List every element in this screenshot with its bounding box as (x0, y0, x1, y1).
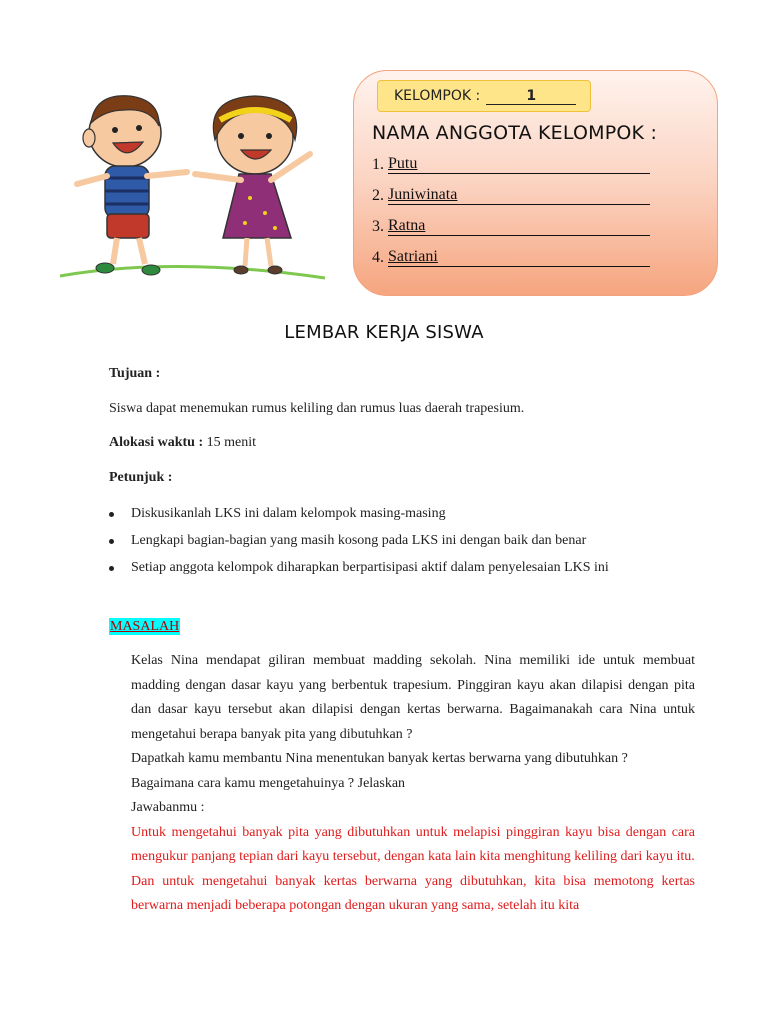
member-name: Putu (388, 155, 418, 172)
list-item: Setiap anggota kelompok diharapkan berpartisipasi aktif dalam penyelesaian LKS ini (109, 559, 709, 586)
page-title: LEMBAR KERJA SISWA (284, 322, 484, 343)
boy-figure (77, 96, 187, 275)
instruction-list (109, 505, 709, 586)
children-holding-hands-illustration (55, 88, 340, 288)
member-number: 2. (372, 187, 384, 204)
member-row-3 (372, 217, 650, 236)
member-number: 4. (372, 249, 384, 266)
masalah-heading: MASALAH (110, 619, 180, 634)
answer-2: Dan untuk mengetahui banyak kertas berwarna yang dibutuhkan, kita bisa memotong kertas berwarna menjadi beberapa potongan dengan ukuran yang sama, setelah itu kita (131, 873, 695, 913)
member-number: 1. (372, 156, 384, 173)
member-row-2 (372, 186, 650, 205)
alokasi-row (109, 435, 256, 451)
answer-label: Jawabanmu : (131, 800, 205, 815)
member-number: 3. (372, 218, 384, 235)
kelompok-label: KELOMPOK : (394, 88, 481, 104)
members-title: NAMA ANGGOTA KELOMPOK : (372, 122, 658, 144)
problem-paragraph: Kelas Nina mendapat giliran membuat madding sekolah. Nina memiliki ide untuk membuat madding dengan dasar kayu yang berbentuk trapesium. Pinggiran kayu akan dilapisi dengan pita dan dasar kayu tersebut akan dilapisi dengan kertas berwarna. Bagaimanakah cara Nina untuk mengetahui berapa banyak pita yang dibutuhkan ? (131, 653, 695, 742)
member-name: Juniwinata (388, 186, 458, 203)
member-name: Satriani (388, 248, 438, 265)
alokasi-value: 15 menit (206, 435, 257, 450)
alokasi-label: Alokasi waktu : (109, 435, 204, 450)
list-item: Lengkapi bagian-bagian yang masih kosong pada LKS ini dengan baik dan benar (109, 532, 709, 559)
girl-figure (195, 96, 310, 274)
kelompok-number: 1 (486, 88, 576, 105)
tujuan-text: Siswa dapat menemukan rumus keliling dan rumus luas daerah trapesium. (109, 401, 525, 416)
list-item: Diskusikanlah LKS ini dalam kelompok masing-masing (109, 505, 709, 532)
question-2: Bagaimana cara kamu mengetahuinya ? Jelaskan (131, 775, 406, 791)
tujuan-label: Tujuan : (109, 366, 161, 381)
problem-section (131, 649, 695, 919)
kelompok-tab (377, 80, 591, 112)
member-row-1 (372, 155, 650, 174)
member-name: Ratna (388, 217, 426, 234)
petunjuk-label: Petunjuk : (109, 470, 173, 485)
answer-1: Untuk mengetahui banyak pita yang dibutuhkan untuk melapisi pinggiran kayu bisa dengan cara mengukur panjang tepian dari kayu tersebut, dengan kata lain kita menghitung keliling dari kayu itu. (131, 824, 695, 864)
member-row-4 (372, 248, 650, 267)
question-1: Dapatkah kamu membantu Nina menentukan banyak kertas berwarna yang dibutuhkan ? (131, 751, 628, 766)
